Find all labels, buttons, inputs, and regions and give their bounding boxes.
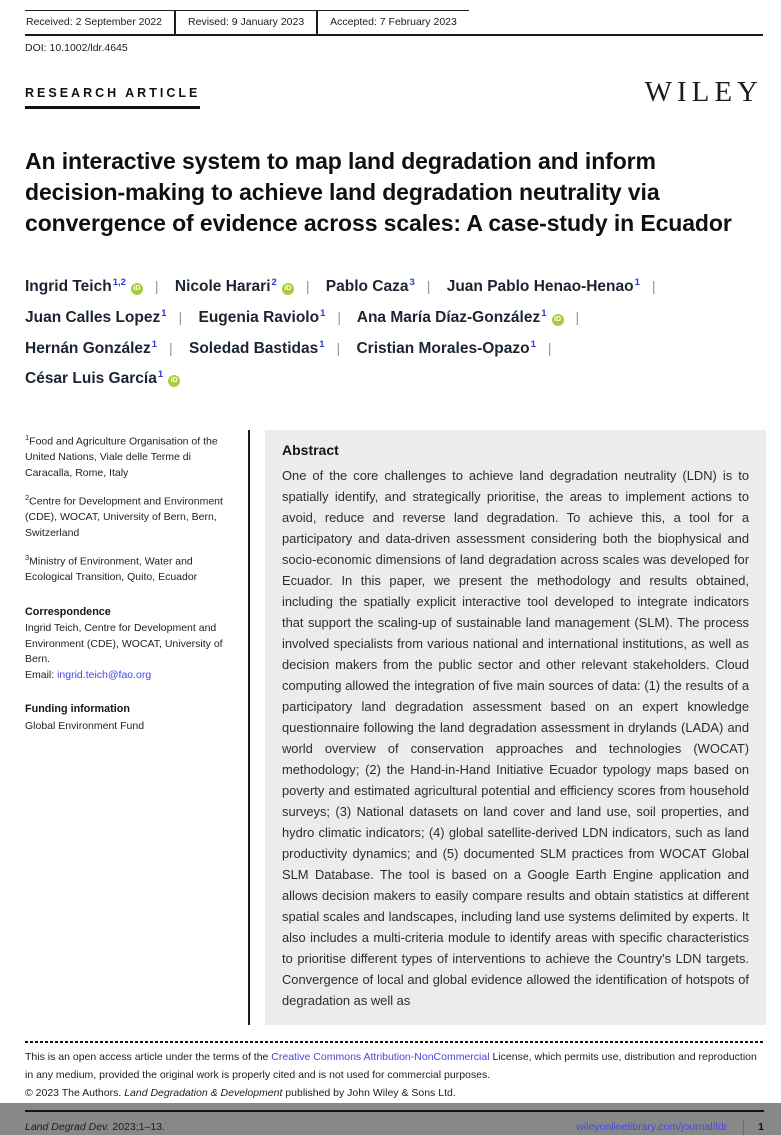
author: César Luis García$^1$iD (25, 370, 180, 387)
abstract-heading: Abstract (282, 442, 339, 458)
correspondence-email-line: Email: ingrid.teich@fao.org (25, 668, 152, 681)
email-link[interactable]: ingrid.teich@fao.org (57, 668, 152, 681)
author-list (25, 271, 763, 394)
orcid-icon[interactable]: iD (131, 283, 143, 295)
creative-commons-link[interactable]: Creative Commons Attribution-NonCommercial (271, 1051, 490, 1063)
page-number: 1 (758, 1121, 764, 1133)
affiliation-2: $^2$Centre for Development and Environment (CDE), WOCAT, University of Bern, Bern, Switzerland (25, 493, 223, 539)
column-divider (248, 430, 250, 1025)
author: Juan Calles Lopez$^1$ (25, 307, 167, 326)
wiley-logo: WILEY (644, 76, 763, 108)
author-separator: | (336, 340, 341, 356)
author-separator: | (651, 278, 656, 294)
author-separator: | (154, 278, 159, 294)
orcid-icon[interactable]: iD (552, 314, 564, 326)
author: Eugenia Raviolo$^1$ (198, 307, 326, 326)
author-separator: | (426, 278, 431, 294)
abstract-section (265, 430, 766, 1025)
doi: DOI: 10.1002/ldr.4645 (25, 42, 128, 54)
orcid-icon[interactable]: iD (168, 375, 180, 387)
bottom-rule (25, 1110, 764, 1112)
accepted-date: Accepted: 7 February 2023 (330, 16, 457, 28)
article-title: An interactive system to map land degradation and inform decision-making to achieve land degradation neutrality via convergence of evidence across scales: A case-study in Ecuador (25, 148, 732, 236)
orcid-icon[interactable]: iD (282, 283, 294, 295)
journal-name: Land Degradation & Development (124, 1087, 283, 1099)
journal-website-link[interactable]: wileyonlinelibrary.com/journal/ldr (576, 1121, 728, 1133)
author: Juan Pablo Henao-Henao$^1$ (446, 276, 640, 295)
author-separator: | (305, 278, 310, 294)
author: Hernán González$^1$ (25, 338, 158, 357)
author-separator: | (178, 309, 183, 325)
running-footer (25, 1120, 764, 1135)
funding-heading: Funding information (25, 703, 130, 715)
funding-text: Global Environment Fund (25, 719, 145, 732)
author-separator: | (169, 340, 173, 356)
affiliation-3: $^3$Ministry of Environment, Water and Ecological Transition, Quito, Ecuador (25, 553, 198, 583)
author: Nicole Harari$^2$iD (175, 278, 294, 295)
author: Cristian Morales-Opazo$^1$ (356, 338, 536, 357)
received-date: Received: 2 September 2022 (25, 11, 176, 34)
affiliation-1: $^1$Food and Agriculture Organisation of the United Nations, Viale delle Terme di Caracalla, Rome, Italy (25, 433, 218, 479)
abstract-text: One of the core challenges to achieve land degradation neutrality (LDN) is to spatially identify, and strategically prioritise, the areas to implement actions to avoid, reduce and reverse land degradation. To achieve this, a tool for a participatory and data-driven assessment considering both the biophysical and socio-economic dimensions of land degradation across scales was developed for Ecuador. In this paper, we present the methodology and results obtained, including the spatially explicit interactive tool developed to integrate indicators that support the scaling-up of sustainable land management (SLM). The process involved specialists from various national and international institutions, as well as decision makers from the public sector and other relevant stakeholders. Cloud computing allowed the integration of five main sources of data: (1) the results of a participatory land degradation assessment based on an expert knowledge questionnaire following the land degradation assessment in drylands (LADA) and world overview of conservation approaches and technologies (WOCAT) methodology; (2) the Hand-in-Hand Initiative Ecuador typology maps based on poverty and estimated agricultural potential and efficiency scores from household surveys; (3) National datasets on land cover and land use, soil properties, and hydro climatic indicators; (4) global satellite-derived LDN indicators, such as land productivity dynamics; and (5) documented SLM practices from WOCAT Global SLM Database. The tool is based on a Google Earth Engine application and allows decision makers to easily compare results and obtain statistics at different spatial scales and landscapes, including land use systems delimited by experts. It also includes a multi-criteria module to identify areas with specific characteristics to prioritise different types of interventions to achieve the Country's LDN targets. Convergence of local and global evidence allowed the identification of hotspots of degradation as well as (282, 468, 749, 1008)
correspondence-text: Ingrid Teich, Centre for Development and Environment (CDE), WOCAT, University of Bern. (25, 622, 223, 665)
correspondence-heading: Correspondence (25, 605, 111, 618)
received-dates-strip (25, 10, 763, 34)
citation: Land Degrad Dev. 2023;1–13. (25, 1121, 165, 1133)
sidebar-metadata (25, 430, 232, 1025)
footer-divider (743, 1120, 744, 1135)
author-separator: | (337, 309, 342, 325)
revised-date: Revised: 9 January 2023 (176, 11, 318, 34)
header-rule (25, 34, 763, 36)
author: Ana María Díaz-González$^1$iD (357, 309, 564, 326)
footnote-dashed-rule (25, 1041, 764, 1043)
copyright-line: © 2023 The Authors. Land Degradation & Development published by John Wiley & Sons Ltd. (25, 1087, 456, 1099)
author-separator: | (575, 309, 580, 325)
author-separator: | (547, 340, 552, 356)
author: Soledad Bastidas$^1$ (189, 338, 325, 357)
article-type-label: RESEARCH ARTICLE (25, 86, 200, 109)
open-access-statement: This is an open access article under the terms of the Creative Commons Attribution-NonCommercial License, which permits use, distribution and reproduction in any medium, provided the original work is properly cited and is not used for commercial purposes. (25, 1051, 757, 1081)
author: Pablo Caza$^3$ (325, 276, 415, 295)
author: Ingrid Teich$^{1,2}$iD (25, 278, 143, 295)
